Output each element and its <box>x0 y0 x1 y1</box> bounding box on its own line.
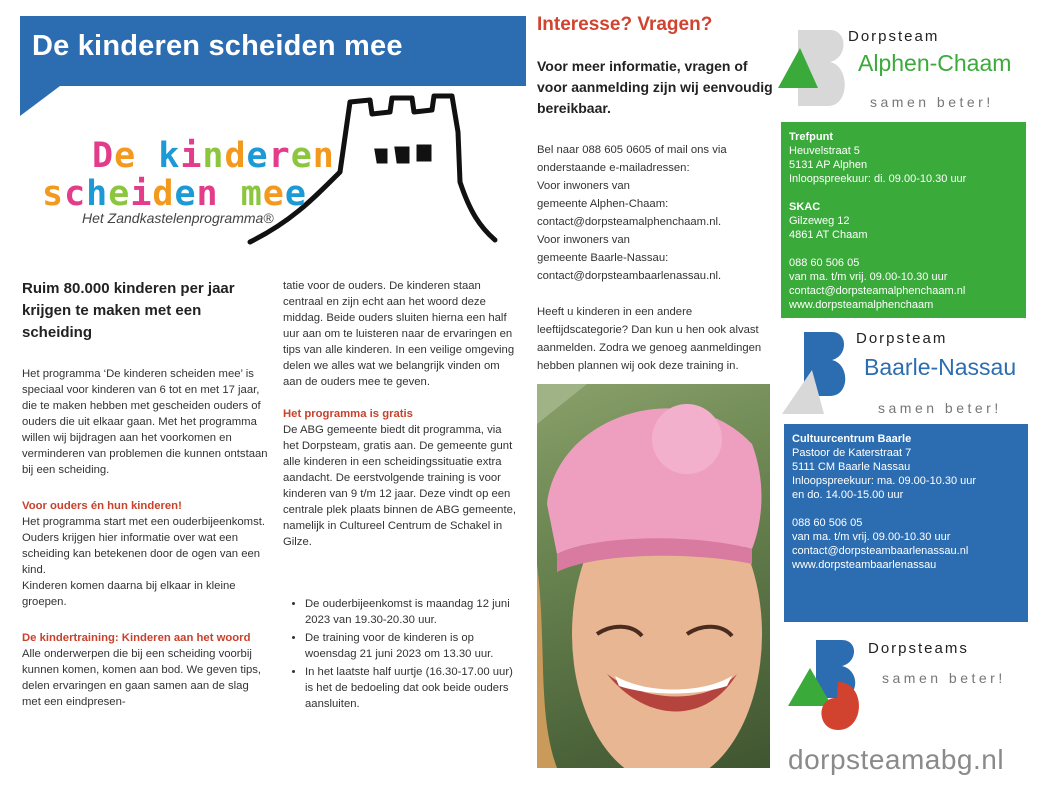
presentation-paragraph: tatie voor de ouders. De kinderen staan centraal en zijn echt aan het woord deze middag. Beide ouders sluiten hierna een half uur aan om te luisteren naar de ervaringen en tips van alle kinderen. In een veilige omgeving delen we alles wat we belangrijk vinden om aan de ouders mee te geven. <box>283 280 515 388</box>
contact-title: Interesse? Vragen? <box>537 14 713 35</box>
section-heading-parents: Voor ouders én hun kinderen! <box>22 500 182 512</box>
box-heading: Trefpunt <box>789 131 833 143</box>
box-heading: SKAC <box>789 201 821 213</box>
team-abg-logo <box>786 636 1046 786</box>
box-line[interactable]: contact@dorpsteambaarlenassau.nl <box>792 545 969 557</box>
contact-line: gemeente Alphen-Chaam: <box>537 198 669 210</box>
list-item: • In het laatste half uurtje (16.30-17.00 uur) is het de bedoeling dat ook beide ouders aansluiten. <box>305 664 517 712</box>
contact-line: Voor inwoners van <box>537 234 630 246</box>
training-paragraph: Alle onderwerpen die bij een scheiding voorbij kunnen komen, komen aan bod. We geven tips, delen ervaringen en gaan samen aan de slag met een eindpresen- <box>22 648 262 708</box>
box-line[interactable]: www.dorpsteambaarlenassau <box>792 559 937 571</box>
team-baarle-box <box>784 424 1028 622</box>
abg-letters-icon <box>786 636 866 732</box>
contact-line: gemeente Baarle-Nassau: <box>537 252 669 264</box>
team-alphen-box <box>781 122 1026 318</box>
parents-paragraph-2: Kinderen komen daarna bij elkaar in kleine groepen. <box>22 580 236 608</box>
box-line: Pastoor de Katerstraat 7 <box>792 447 912 459</box>
list-item: • De training voor de kinderen is op woensdag 21 juni 2023 om 13.30 uur. <box>305 630 517 662</box>
photo-girl-pink-hat <box>537 384 770 768</box>
contact-email-alphen[interactable]: contact@dorpsteamalphenchaam.nl. <box>537 216 722 228</box>
contact-email-baarle[interactable]: contact@dorpsteambaarlenassau.nl. <box>537 270 722 282</box>
column-2 <box>283 278 517 714</box>
team-abg-tagline: samen beter! <box>882 670 1006 686</box>
box-line: van ma. t/m vrij. 09.00-10.30 uur <box>792 531 951 543</box>
team-alphen-place: Alphen-Chaam <box>858 50 1012 76</box>
box-line: Inloopspreekuur: ma. 09.00-10.30 uur <box>792 475 977 487</box>
other-age-paragraph: Heeft u kinderen in een andere leeftijdscategorie? Dan kun u hen ook alvast aanmelden. Zodra we genoeg aanmeldingen hebben plannen wij ook deze training in. <box>537 306 762 372</box>
abg-letters-icon <box>778 28 848 108</box>
contact-line: Bel naar 088 605 0605 of mail ons via <box>537 144 727 156</box>
box-line: 4861 AT Chaam <box>789 229 868 241</box>
section-heading-free: Het programma is gratis <box>283 408 413 420</box>
box-line: Gilzeweg 12 <box>789 215 850 227</box>
contact-lead: Voor meer informatie, vragen of voor aanmelding zijn wij eenvoudig bereikbaar. <box>537 58 773 116</box>
abg-letters-icon <box>782 330 852 416</box>
box-line: Inloopspreekuur: di. 09.00-10.30 uur <box>789 173 967 185</box>
column-1 <box>22 278 268 726</box>
page-title: De kinderen scheiden mee <box>32 30 403 62</box>
box-line: 5131 AP Alphen <box>789 159 868 171</box>
box-line[interactable]: contact@dorpsteamalphenchaam.nl <box>789 285 966 297</box>
program-logo <box>40 92 520 252</box>
team-baarle-logo <box>782 330 1042 418</box>
box-spacer <box>789 242 1026 256</box>
team-alphen-label: Dorpsteam <box>848 28 940 45</box>
box-line: 088 60 506 05 <box>789 257 860 269</box>
box-line: en do. 14.00-15.00 uur <box>792 489 904 501</box>
team-baarle-place: Baarle-Nassau <box>864 354 1017 380</box>
contact-line: Voor inwoners van <box>537 180 630 192</box>
photo-illustration <box>537 384 770 768</box>
box-spacer <box>789 186 1026 200</box>
column-3 <box>537 14 773 375</box>
team-baarle-label: Dorpsteam <box>856 330 948 347</box>
team-alphen-tagline: samen beter! <box>870 94 994 110</box>
intro-paragraph: Het programma ‘De kinderen scheiden mee’ is speciaal voor kinderen van 6 tot en met 17 jaar, die te maken hebben met gescheiden ouders of ouders die uit elkaar gaan. Met het programma willen wij bijdragen aan het voorkomen en verminderen van problemen die kunnen ontstaan bij een scheiding. <box>22 368 268 476</box>
logo-line-1: De kinderen <box>92 136 335 176</box>
list-item: • De ouderbijeenkomst is maandag 12 juni 2023 van 19.30-20.30 uur. <box>305 596 517 628</box>
team-abg-website[interactable]: dorpsteamabg.nl <box>788 744 1005 775</box>
team-alphen-logo <box>778 28 1038 116</box>
team-abg-label: Dorpsteams <box>868 640 969 657</box>
box-line: van ma. t/m vrij. 09.00-10.30 uur <box>789 271 948 283</box>
box-heading: Cultuurcentrum Baarle <box>792 433 912 445</box>
box-line[interactable]: www.dorpsteamalphenchaam <box>789 299 934 311</box>
box-line: 088 60 506 05 <box>792 517 863 529</box>
parents-paragraph: Het programma start met een ouderbijeenkomst. Ouders krijgen hier informatie over wat een scheiding kan betekenen door de ogen van een kind. <box>22 516 265 576</box>
contact-line: onderstaande e-mailadressen: <box>537 162 690 174</box>
box-spacer <box>792 502 1028 516</box>
section-heading-training: De kindertraining: Kinderen aan het woord <box>22 632 251 644</box>
logo-line-2: scheiden mee <box>42 174 307 214</box>
dates-list <box>283 596 517 712</box>
box-line: Heuvelstraat 5 <box>789 145 860 157</box>
logo-subtitle: Het Zandkastelenprogramma® <box>82 210 274 226</box>
free-paragraph: De ABG gemeente biedt dit programma, via het Dorpsteam, gratis aan. De gemeente gunt alle kinderen in een scheidingssituatie extra aandacht. De eerstvolgende training is voor kinderen van 9 t/m 12 jaar. Deze vindt op een centrale plek plaats binnen de ABG gemeente, namelijk in Cultureel Centrum de Schakel in Gilze. <box>283 424 516 548</box>
contact-block <box>537 141 773 285</box>
lead-heading: Ruim 80.000 kinderen per jaar krijgen te maken met een scheiding <box>22 280 235 341</box>
box-line: 5111 CM Baarle Nassau <box>792 461 911 473</box>
team-baarle-tagline: samen beter! <box>878 400 1002 416</box>
